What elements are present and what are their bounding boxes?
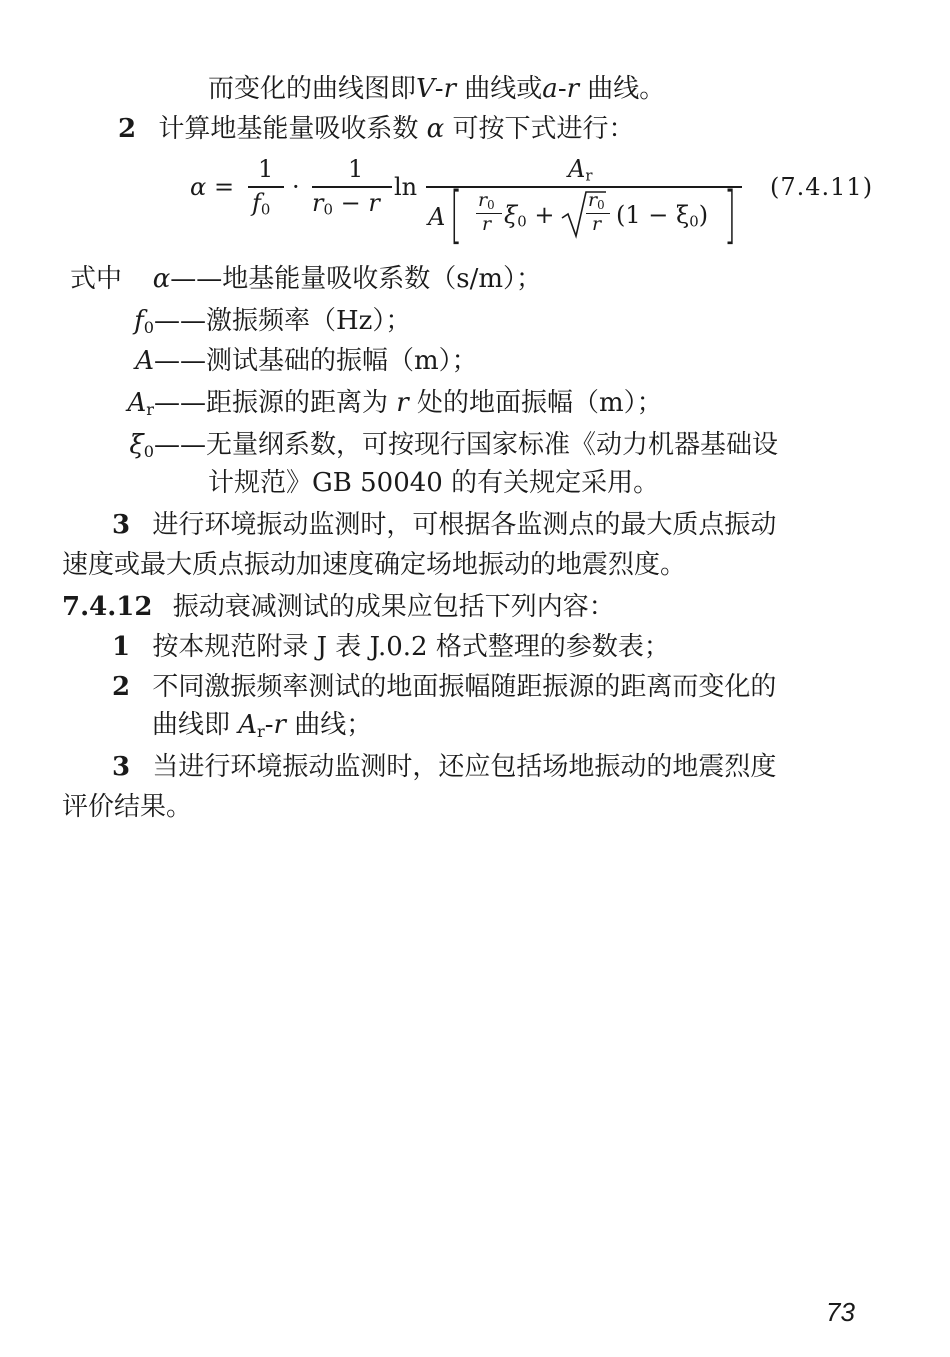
- text-line-curve: [208, 72, 665, 106]
- item-text: 计算地基能量吸收系数: [158, 114, 419, 144]
- symbol-r: r: [368, 189, 380, 217]
- definitions-lead: 式中: [70, 264, 123, 294]
- paren-close: ): [698, 201, 709, 229]
- def-text: ——激振频率（Hz）；: [154, 306, 412, 336]
- list-item: [112, 630, 670, 664]
- symbol-r: r: [312, 189, 324, 217]
- item-text: 曲线即: [152, 710, 239, 740]
- fraction-numerator: 1: [348, 155, 364, 183]
- operator: +: [526, 201, 555, 229]
- def-text: ——距振源的距离为: [154, 388, 397, 418]
- list-item-3-monitoring: [112, 508, 776, 542]
- definition-ar: [126, 386, 663, 427]
- list-item: [112, 750, 776, 784]
- item-number: 2: [112, 672, 131, 702]
- def-symbol: f: [134, 306, 144, 336]
- def-symbol: A: [127, 388, 147, 418]
- small-fraction-denominator: r: [482, 213, 492, 235]
- operator: −: [332, 189, 369, 217]
- symbol-a: a: [542, 74, 558, 104]
- definition-xi0: [126, 428, 778, 469]
- list-item-continued: [152, 708, 372, 749]
- subscript: 0: [517, 212, 527, 231]
- def-symbol: α: [152, 264, 171, 294]
- item-text: 可按下式进行：: [452, 114, 635, 144]
- text-segment: 而变化的曲线图即: [208, 74, 417, 104]
- item-text: 速度或最大质点振动加速度确定场地振动的地震烈度。: [62, 550, 687, 580]
- text-segment: 曲线或: [456, 74, 543, 104]
- sqrt-fraction-denominator: r: [592, 213, 602, 235]
- fraction-denominator: [312, 188, 380, 225]
- symbol-r: r: [588, 189, 598, 211]
- symbol-r: r: [566, 74, 580, 104]
- fraction-numerator: 1: [258, 155, 274, 183]
- fraction-denominator: [252, 188, 270, 225]
- item-number: 3: [112, 752, 131, 782]
- def-symbol: A: [135, 346, 154, 376]
- symbol-r: r: [478, 189, 488, 211]
- section-number: 7.4.12: [62, 592, 153, 622]
- item-number: 1: [112, 632, 131, 662]
- definition-f0: [126, 304, 411, 345]
- subscript: 0: [143, 442, 154, 462]
- symbol-a: A: [568, 155, 586, 183]
- subscript: 0: [689, 212, 699, 231]
- page-number: 73: [826, 1297, 855, 1327]
- text-segment: -: [434, 74, 444, 104]
- subscript: r: [257, 722, 265, 742]
- def-text: ——无量纲系数，可按现行国家标准《动力机器基础设: [154, 430, 779, 460]
- formula-dot: ·: [292, 173, 300, 201]
- list-item-3-continued: [62, 548, 686, 582]
- formula-equals: =: [214, 173, 235, 201]
- equation-number: (7.4.11): [770, 173, 874, 201]
- def-symbol: ξ: [129, 430, 144, 460]
- definition-alpha: [70, 262, 542, 296]
- symbol-f: f: [252, 189, 261, 217]
- bracket-right: ]: [724, 178, 737, 251]
- item-number: 2: [118, 114, 137, 144]
- subscript: r: [146, 400, 154, 420]
- paren-term: [616, 200, 708, 237]
- text-segment: 曲线。: [579, 74, 666, 104]
- item-text: 曲线；: [285, 710, 373, 740]
- bracket-left: [: [450, 178, 463, 251]
- symbol-r: r: [396, 388, 409, 418]
- item-text: 不同激振频率测试的地面振幅随距振源的距离而变化的: [152, 672, 777, 702]
- xi-term: [504, 200, 554, 237]
- def-text: ——测试基础的振幅（m）；: [154, 346, 478, 376]
- item-text: 进行环境振动监测时，可根据各监测点的最大质点振动: [152, 510, 777, 540]
- section-7-4-12: [62, 590, 615, 624]
- section-text: 振动衰减测试的成果应包括下列内容：: [172, 592, 615, 622]
- item-text: 当进行环境振动监测时，还应包括场地振动的地震烈度: [152, 752, 777, 782]
- item-text: -: [264, 710, 274, 740]
- def-text: 处的地面振幅（m）；: [408, 388, 663, 418]
- subscript: 0: [597, 197, 605, 212]
- def-text: 计规范》GB 50040 的有关规定采用。: [208, 468, 660, 498]
- symbol-alpha: α: [426, 114, 445, 144]
- symbol-xi: ξ: [504, 201, 518, 229]
- subscript: 0: [487, 197, 495, 212]
- item-number: 3: [112, 510, 131, 540]
- symbol-a: A: [238, 710, 258, 740]
- subscript: 0: [323, 200, 333, 219]
- formula-7-4-11: [190, 148, 750, 251]
- sqrt-fraction-numerator: [588, 190, 605, 215]
- subscript: r: [585, 166, 593, 185]
- formula-ln: ln: [394, 173, 418, 201]
- formula-lhs-alpha: α: [190, 173, 207, 201]
- item-text: 评价结果。: [62, 792, 193, 822]
- definition-xi0-continued: [208, 466, 659, 500]
- list-item-continued: [62, 790, 192, 824]
- subscript: 0: [143, 318, 154, 338]
- symbol-a: A: [428, 203, 446, 231]
- subscript: 0: [260, 200, 271, 219]
- def-text: ——地基能量吸收系数（s/m）；: [170, 264, 543, 294]
- small-fraction-numerator: [478, 190, 495, 215]
- text-segment: -: [557, 74, 567, 104]
- definition-a: [126, 344, 478, 378]
- list-item-2-compute: [118, 112, 634, 146]
- symbol-r: r: [443, 74, 457, 104]
- paren-text: (1 − ξ: [616, 201, 690, 229]
- item-text: 按本规范附录 J 表 J.0.2 格式整理的参数表；: [152, 632, 670, 662]
- symbol-v: V: [416, 74, 435, 104]
- symbol-r: r: [273, 710, 286, 740]
- list-item: [112, 670, 776, 704]
